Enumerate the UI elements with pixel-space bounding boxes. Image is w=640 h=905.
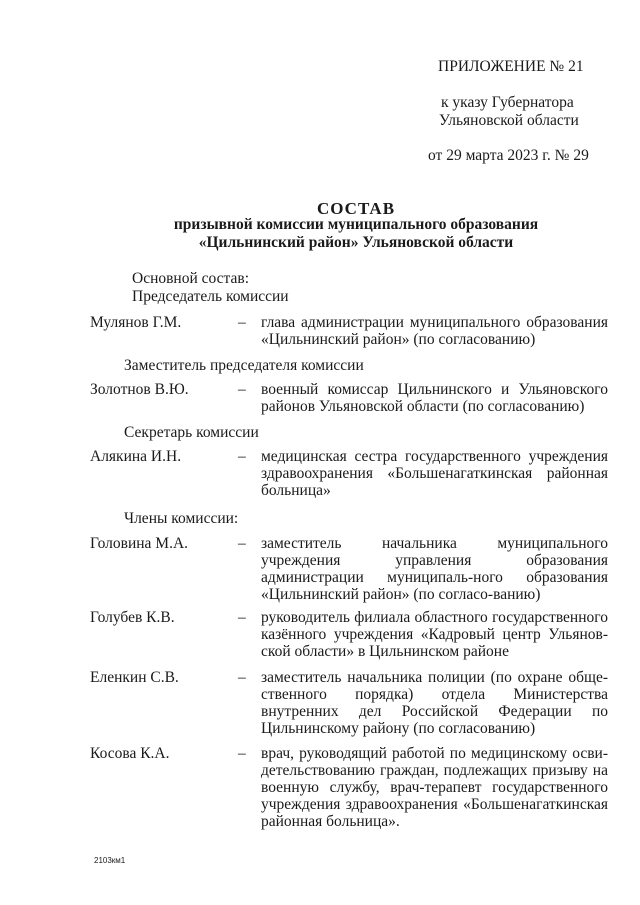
dash-separator: – <box>238 448 246 465</box>
person-position: медицинская сестра государственного учреждения здравоохранения «Большенагаткинская районная больница» <box>261 448 608 499</box>
person-position: заместитель начальника муниципального учреждения управления образования администрации муниципаль-ного образования «Цильнинский район» (по согласо-ванию) <box>261 535 608 603</box>
section-chairman: Председатель комиссии <box>132 288 289 305</box>
document-subtitle-line2: «Цильнинский район» Ульяновской области <box>198 234 514 251</box>
dash-separator: – <box>238 314 246 331</box>
section-secretary: Секретарь комиссии <box>124 424 259 441</box>
dash-separator: – <box>238 535 246 552</box>
person-position: военный комиссар Цильнинского и Ульяновского районов Ульяновской области (по согласованию) <box>261 381 608 415</box>
person-name: Головина М.А. <box>90 535 189 552</box>
decree-region: Ульяновской области <box>439 112 579 129</box>
section-members: Члены комиссии: <box>124 510 239 527</box>
person-position: заместитель начальника полиции (по охране обще-ственного порядка) отдела Министерства внутренних дел Российской Федерации по Цильнинскому району (по согласованию) <box>261 669 608 737</box>
section-main-composition: Основной состав: <box>132 270 250 287</box>
document-title: СОСТАВ <box>316 199 396 218</box>
person-position: руководитель филиала областного государственного казённого учреждения «Кадровый центр Ульянов-ской области» в Цильнинском районе <box>261 609 608 660</box>
dash-separator: – <box>238 381 246 398</box>
decree-reference: к указу Губернатора <box>441 94 574 111</box>
person-position: глава администрации муниципального образования «Цильнинский район» (по согласованию) <box>261 314 608 348</box>
decree-date: от 29 марта 2023 г. № 29 <box>428 147 589 164</box>
person-name: Косова К.А. <box>90 745 170 762</box>
dash-separator: – <box>238 609 246 626</box>
person-name: Мулянов Г.М. <box>90 314 182 331</box>
section-deputy: Заместитель председателя комиссии <box>124 357 364 374</box>
person-name: Еленкин С.В. <box>90 669 179 686</box>
dash-separator: – <box>238 745 246 762</box>
person-position: врач, руководящий работой по медицинскому осви-детельствованию граждан, подлежащих призыву на военную службу, врач-терапевт государственного учреждения здравоохранения «Большенагаткинская районная больница». <box>261 745 608 830</box>
dash-separator: – <box>238 669 246 686</box>
document-code: 2103км1 <box>94 856 126 865</box>
person-name: Алякина И.Н. <box>90 448 182 465</box>
appendix-number: ПРИЛОЖЕНИЕ № 21 <box>438 58 584 75</box>
person-name: Голубев К.В. <box>90 609 175 626</box>
document-subtitle-line1: призывной комиссии муниципального образования <box>173 216 539 233</box>
person-name: Золотнов В.Ю. <box>90 381 189 398</box>
